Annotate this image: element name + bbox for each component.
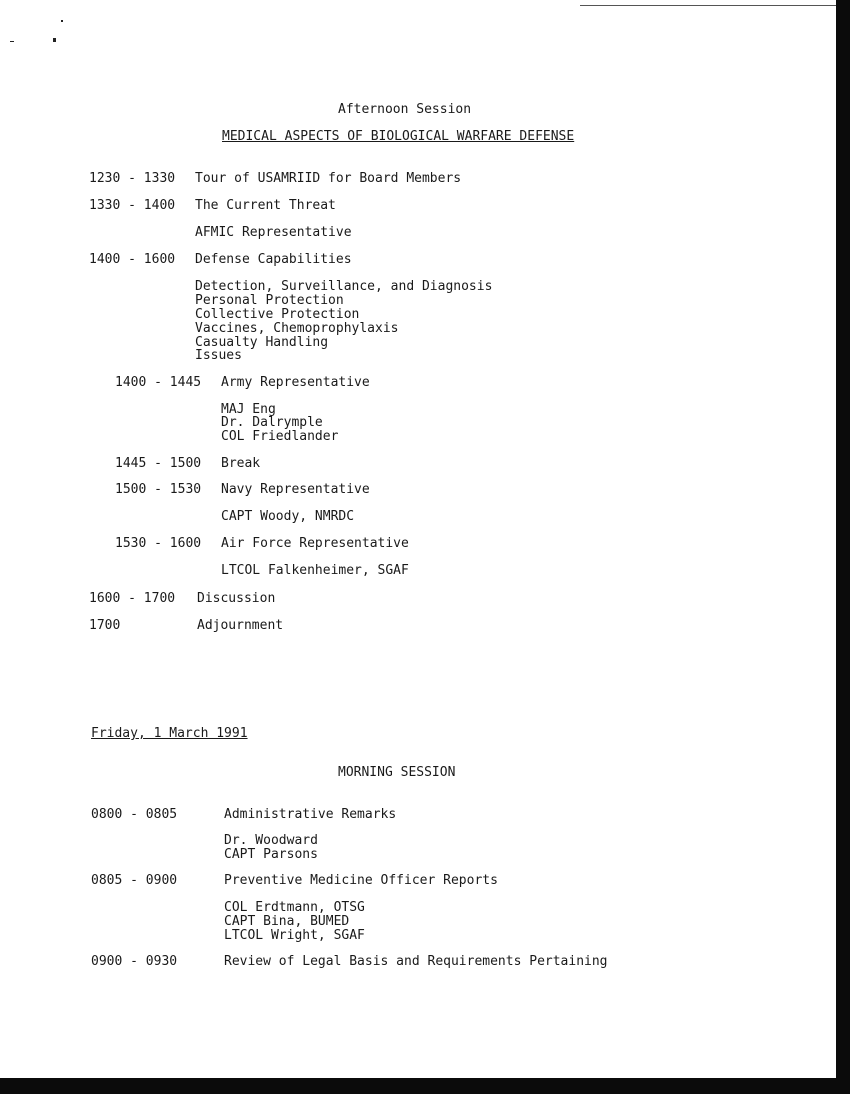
- list-item: Issues: [195, 348, 242, 363]
- agenda-item: Army Representative: [221, 375, 370, 390]
- time-slot: 1330 - 1400: [89, 198, 176, 213]
- section-heading: MEDICAL ASPECTS OF BIOLOGICAL WARFARE DEFENSE: [222, 129, 575, 144]
- agenda-item: Review of Legal Basis and Requirements Pertaining: [224, 954, 608, 969]
- speaker: COL Erdtmann, OTSG: [224, 900, 365, 915]
- scan-speck: [61, 20, 63, 22]
- time-slot: 0805 - 0900: [91, 873, 178, 888]
- speaker: Dr. Woodward: [224, 833, 318, 848]
- speaker: CAPT Woody, NMRDC: [221, 509, 355, 524]
- scan-edge-bottom: [0, 1078, 850, 1094]
- list-item: Casualty Handling: [195, 335, 329, 350]
- agenda-item: Adjournment: [197, 618, 284, 633]
- time-slot: 1230 - 1330: [89, 171, 176, 186]
- speaker: LTCOL Falkenheimer, SGAF: [221, 563, 409, 578]
- list-item: Personal Protection: [195, 293, 344, 308]
- session-title: MORNING SESSION: [338, 765, 456, 780]
- speaker: CAPT Bina, BUMED: [224, 914, 350, 929]
- agenda-item: The Current Threat: [195, 198, 336, 213]
- list-item: Collective Protection: [195, 307, 360, 322]
- agenda-item: Break: [221, 456, 261, 471]
- page-title: Afternoon Session: [338, 102, 472, 117]
- time-slot: 1400 - 1600: [89, 252, 176, 267]
- time-slot: 0800 - 0805: [91, 807, 178, 822]
- time-slot: 1600 - 1700: [89, 591, 176, 606]
- time-slot: 1500 - 1530: [115, 482, 202, 497]
- scan-edge-right: [836, 0, 850, 1080]
- speaker: MAJ Eng: [221, 402, 276, 417]
- time-slot: 1700: [89, 618, 121, 633]
- list-item: Vaccines, Chemoprophylaxis: [195, 321, 399, 336]
- agenda-item: Administrative Remarks: [224, 807, 397, 822]
- scan-speck: [10, 41, 14, 42]
- time-slot: 1530 - 1600: [115, 536, 202, 551]
- time-slot: 1400 - 1445: [115, 375, 202, 390]
- list-item: Detection, Surveillance, and Diagnosis: [195, 279, 493, 294]
- scan-speck: [53, 38, 56, 42]
- speaker: Dr. Dalrymple: [221, 415, 323, 430]
- agenda-item: Air Force Representative: [221, 536, 409, 551]
- agenda-item: Discussion: [197, 591, 276, 606]
- scan-edge-top: [580, 5, 836, 6]
- agenda-item: Defense Capabilities: [195, 252, 352, 267]
- agenda-item: AFMIC Representative: [195, 225, 352, 240]
- speaker: LTCOL Wright, SGAF: [224, 928, 365, 943]
- time-slot: 0900 - 0930: [91, 954, 178, 969]
- speaker: COL Friedlander: [221, 429, 339, 444]
- time-slot: 1445 - 1500: [115, 456, 202, 471]
- date-heading: Friday, 1 March 1991: [91, 726, 248, 741]
- agenda-item: Tour of USAMRIID for Board Members: [195, 171, 462, 186]
- agenda-item: Navy Representative: [221, 482, 370, 497]
- speaker: CAPT Parsons: [224, 847, 318, 862]
- agenda-item: Preventive Medicine Officer Reports: [224, 873, 498, 888]
